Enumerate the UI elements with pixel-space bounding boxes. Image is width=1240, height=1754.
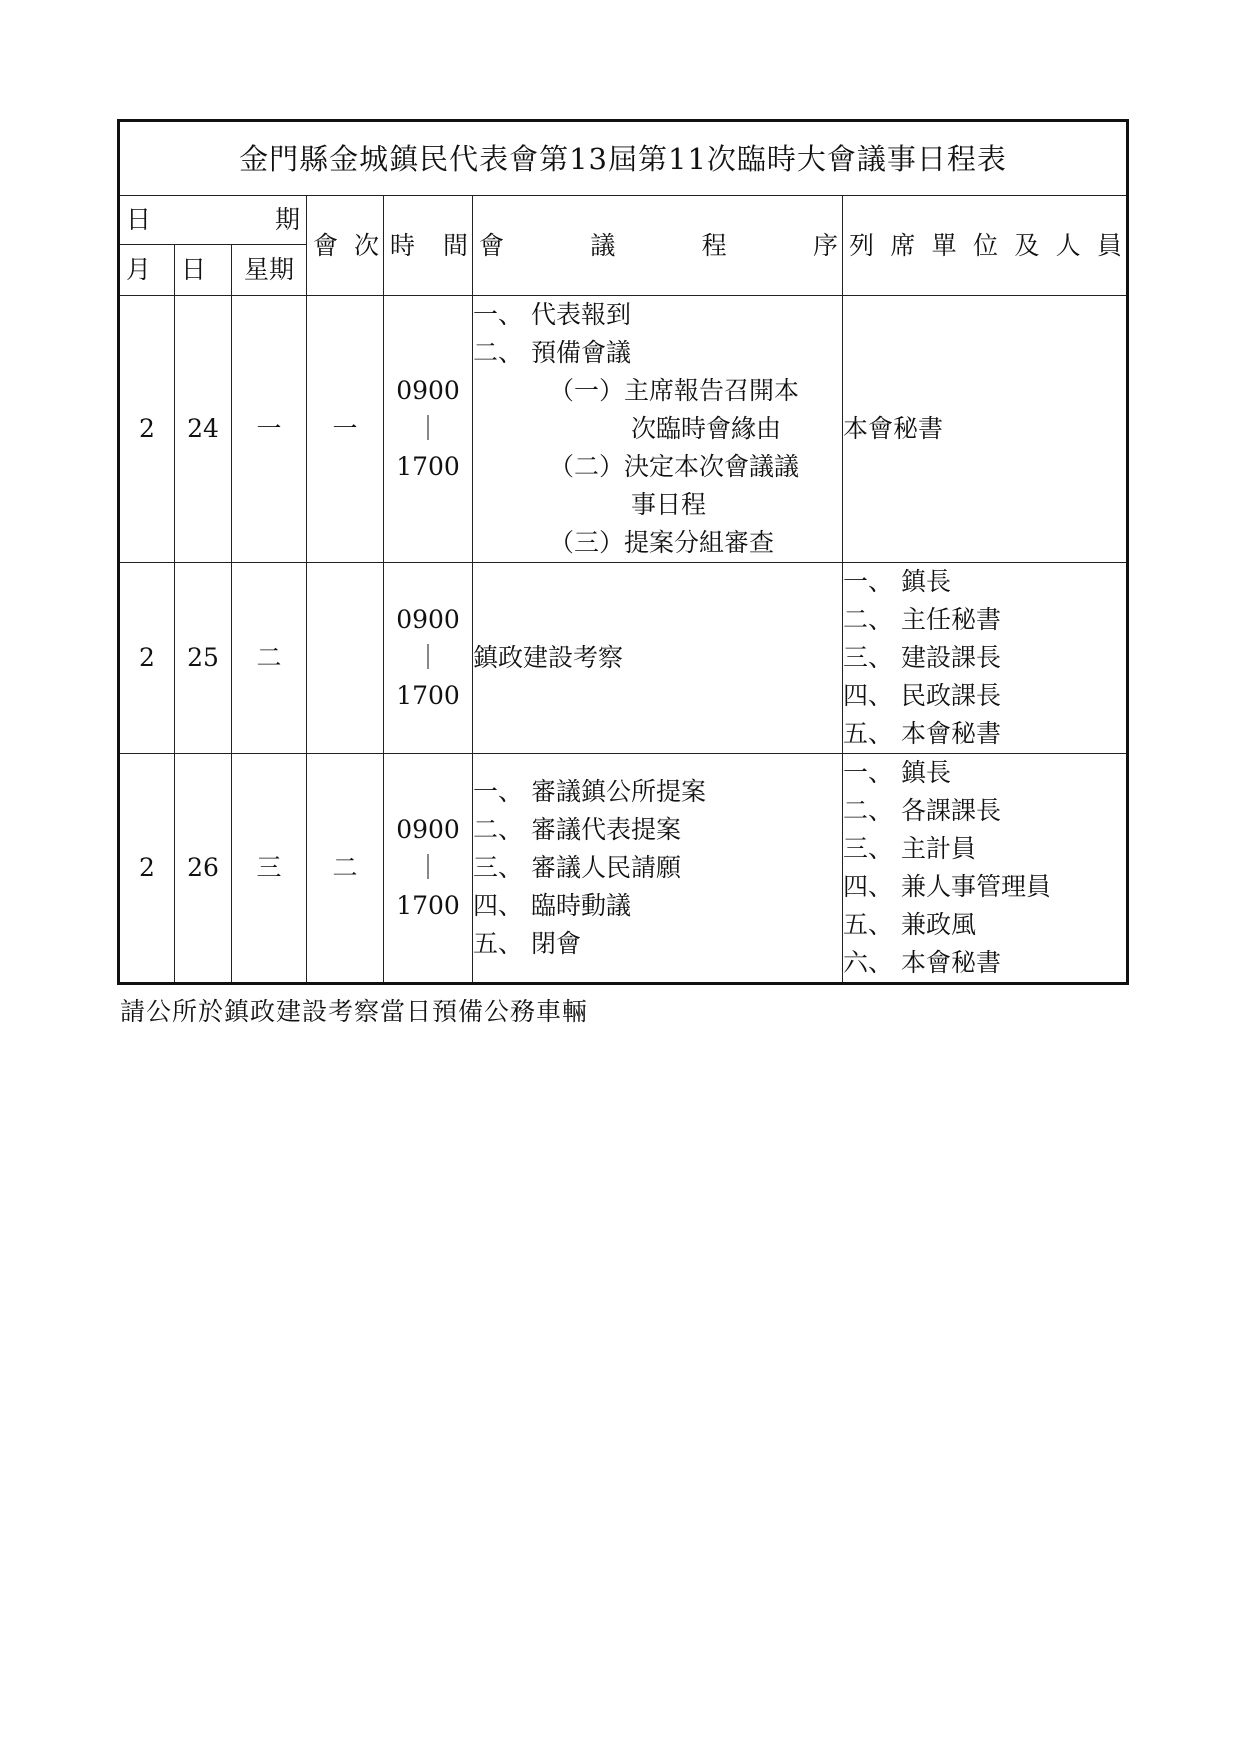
attendee-line: 五、 兼政風 (843, 910, 976, 939)
cell-attendees (843, 563, 1128, 754)
cell-time (384, 296, 473, 563)
footnote: 請公所於鎮政建設考察當日預備公務車輛 (120, 997, 589, 1026)
agenda-line: 一、 審議鎮公所提案 (473, 777, 706, 806)
time-end: 1700 (396, 452, 460, 481)
agenda-line: 五、 閉會 (473, 929, 581, 958)
agenda-line: 二、 預備會議 (473, 338, 631, 367)
header-attendees (843, 196, 1128, 296)
cell-agenda (473, 754, 843, 984)
time-separator: ｜ (415, 853, 441, 882)
cell-weekday: 一 (232, 296, 307, 563)
cell-session: 一 (307, 296, 384, 563)
header-date (119, 196, 307, 245)
time-start: 0900 (396, 605, 460, 634)
header-attendees-char: 員 (1096, 230, 1122, 260)
header-attendees-char: 及 (1014, 230, 1040, 260)
header-agenda-char: 程 (701, 230, 727, 260)
cell-weekday: 二 (232, 563, 307, 754)
header-month: 月 (119, 245, 175, 296)
attendee-line: 一、 鎮長 (843, 758, 951, 787)
attendee-line: 二、 各課課長 (843, 796, 1001, 825)
header-weekday: 星期 (232, 245, 307, 296)
attendee-line: 二、 主任秘書 (843, 605, 1001, 634)
table-row (119, 296, 1128, 563)
agenda-line: 四、 臨時動議 (473, 891, 631, 920)
header-attendees-char: 席 (890, 230, 916, 260)
cell-day: 26 (175, 754, 232, 984)
header-day: 日 (175, 245, 232, 296)
cell-attendees (843, 296, 1128, 563)
header-agenda (473, 196, 843, 296)
agenda-line: 事日程 (631, 490, 707, 519)
agenda-line: （三）提案分組審查 (549, 528, 775, 557)
header-session-char: 次 (353, 230, 379, 260)
cell-session (307, 563, 384, 754)
time-start: 0900 (396, 815, 460, 844)
time-end: 1700 (396, 681, 460, 710)
header-date-right: 期 (274, 205, 300, 234)
header-session (307, 196, 384, 296)
attendee-line: 四、 兼人事管理員 (843, 872, 1051, 901)
header-time (384, 196, 473, 296)
attendee-line: 本會秘書 (843, 414, 944, 443)
header-attendees-char: 位 (972, 230, 998, 260)
agenda-line: 次臨時會緣由 (631, 414, 782, 443)
cell-attendees (843, 754, 1128, 984)
cell-agenda (473, 563, 843, 754)
header-session-char: 會 (313, 230, 339, 260)
agenda-table (117, 119, 1129, 985)
cell-session: 二 (307, 754, 384, 984)
time-separator: ｜ (415, 643, 441, 672)
header-attendees-char: 單 (931, 230, 957, 260)
header-time-char: 時 (390, 230, 416, 260)
cell-day: 24 (175, 296, 232, 563)
cell-agenda (473, 296, 843, 563)
attendee-line: 六、 本會秘書 (843, 948, 1001, 977)
document-title: 金門縣金城鎮民代表會第13屆第11次臨時大會議事日程表 (119, 121, 1128, 196)
cell-weekday: 三 (232, 754, 307, 984)
attendee-line: 五、 本會秘書 (843, 719, 1001, 748)
cell-time (384, 563, 473, 754)
header-time-char: 間 (442, 230, 468, 260)
agenda-line: （一）主席報告召開本 (549, 376, 800, 405)
header-attendees-char: 人 (1055, 230, 1081, 260)
attendee-line: 一、 鎮長 (843, 567, 951, 596)
header-agenda-char: 序 (812, 230, 838, 260)
time-separator: ｜ (415, 414, 441, 443)
header-attendees-char: 列 (849, 230, 875, 260)
agenda-line: 一、 代表報到 (473, 300, 631, 329)
time-start: 0900 (396, 376, 460, 405)
cell-day: 25 (175, 563, 232, 754)
header-date-left: 日 (126, 205, 152, 234)
agenda-document (117, 119, 1126, 985)
attendee-line: 三、 主計員 (843, 834, 976, 863)
cell-month: 2 (119, 754, 175, 984)
agenda-line: 二、 審議代表提案 (473, 815, 681, 844)
attendee-line: 四、 民政課長 (843, 681, 1001, 710)
cell-month: 2 (119, 296, 175, 563)
agenda-line: （二）決定本次會議議 (549, 452, 800, 481)
cell-month: 2 (119, 563, 175, 754)
table-row (119, 754, 1128, 984)
time-end: 1700 (396, 891, 460, 920)
attendee-line: 三、 建設課長 (843, 643, 1001, 672)
header-agenda-char: 會 (479, 230, 505, 260)
cell-time (384, 754, 473, 984)
table-row (119, 563, 1128, 754)
agenda-line: 三、 審議人民請願 (473, 853, 681, 882)
header-agenda-char: 議 (590, 230, 616, 260)
agenda-line: 鎮政建設考察 (473, 643, 624, 672)
